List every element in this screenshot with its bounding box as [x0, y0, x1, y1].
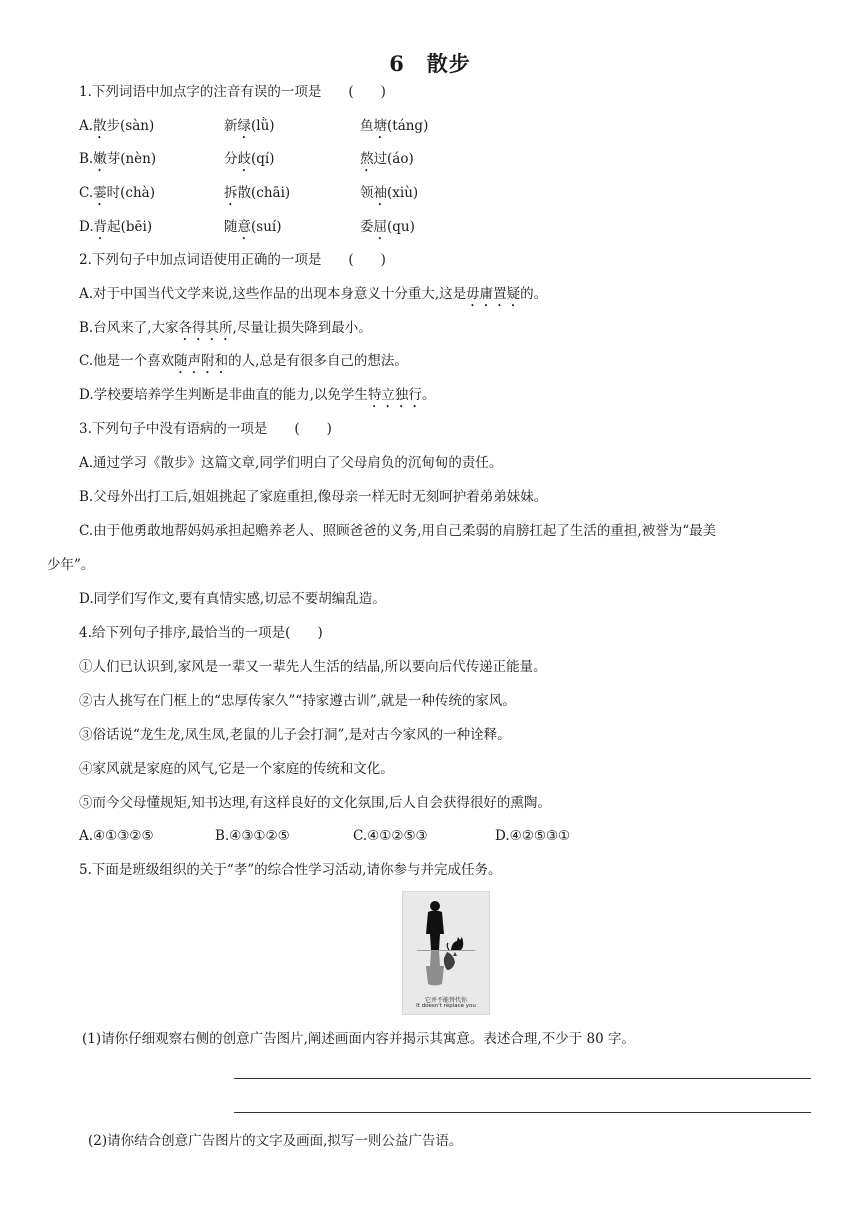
- q1-option-2-3: 熬过(áo): [360, 151, 414, 167]
- page-title: 6 散步: [389, 51, 471, 76]
- q1-option-4-2: 随意(suí): [224, 219, 282, 235]
- silhouette-illustration: [403, 892, 489, 992]
- answer-line-2[interactable]: [234, 1112, 811, 1113]
- ad-image: [402, 891, 490, 1015]
- q4-option-c: C.④①②⑤③: [353, 828, 428, 844]
- q4-sentence-1: ①人们已认识到,家风是一辈又一辈先人生活的结晶,所以要向后代传递正能量。: [79, 659, 547, 675]
- q1-option-4-1: D.背起(bēi): [79, 219, 153, 235]
- q2-stem: 2.下列句子中加点词语使用正确的一项是 ( ): [79, 252, 386, 268]
- q5-sub2: (2)请你结合创意广告图片的文字及画面,拟写一则公益广告语。: [88, 1133, 463, 1149]
- q2-option-c: C.他是一个喜欢随声附和的人,总是有很多自己的想法。: [79, 353, 408, 369]
- q3-option-a: A.通过学习《散步》这篇文章,同学们明白了父母肩负的沉甸甸的责任。: [79, 455, 503, 471]
- q1-stem: 1.下列词语中加点字的注音有误的一项是 ( ): [79, 84, 386, 100]
- ad-caption-cn: 它并不能替代你: [424, 997, 467, 1004]
- q5-sub1: (1)请你仔细观察右侧的创意广告图片,阐述画面内容并揭示其寓意。表述合理,不少于 80 字。: [82, 1031, 635, 1047]
- q2-option-d: D.学校要培养学生判断是非曲直的能力,以免学生特立独行。: [79, 387, 436, 403]
- q3-option-c-cont: 少年”。: [47, 557, 95, 573]
- q3-option-c: C.由于他勇敢地帮妈妈承担起赡养老人、照顾爸爸的义务,用自己柔弱的肩膀扛起了生活的重担,被誉为“最美: [79, 523, 717, 539]
- q2-option-a: A.对于中国当代文学来说,这些作品的出现本身意义十分重大,这是毋庸置疑的。: [79, 286, 548, 302]
- q4-sentence-5: ⑤而今父母懂规矩,知书达理,有这样良好的文化氛围,后人自会获得很好的熏陶。: [79, 795, 551, 811]
- q4-option-a: A.④①③②⑤: [79, 828, 154, 844]
- q5-stem: 5.下面是班级组织的关于“孝”的综合性学习活动,请你参与并完成任务。: [79, 862, 502, 878]
- q4-option-d: D.④②⑤③①: [495, 828, 571, 844]
- q1-option-3-3: 领袖(xiù): [360, 185, 419, 201]
- q4-sentence-3: ③俗话说“龙生龙,凤生凤,老鼠的儿子会打洞”,是对古今家风的一种诠释。: [79, 727, 511, 743]
- q4-sentence-2: ②古人挑写在门框上的“忠厚传家久”“持家遵古训”,就是一种传统的家风。: [79, 693, 516, 709]
- q4-stem: 4.给下列句子排序,最恰当的一项是( ): [79, 625, 323, 641]
- q1-option-3-2: 拆散(chāi): [224, 185, 291, 201]
- ad-caption-en: It doesn't replace you: [416, 1003, 476, 1009]
- q1-option-2-2: 分歧(qí): [224, 151, 275, 167]
- q3-option-d: D.同学们写作文,要有真情实感,切忌不要胡编乱造。: [79, 591, 386, 607]
- q1-option-4-3: 委屈(qu): [360, 219, 415, 235]
- answer-line-1[interactable]: [234, 1078, 811, 1079]
- q3-stem: 3.下列句子中没有语病的一项是 ( ): [79, 421, 332, 437]
- q1-option-1-2: 新绿(lǜ): [224, 118, 275, 134]
- q3-option-b: B.父母外出打工后,姐姐挑起了家庭重担,像母亲一样无时无刻呵护着弟弟妹妹。: [79, 489, 548, 505]
- q4-sentence-4: ④家风就是家庭的风气,它是一个家庭的传统和文化。: [79, 761, 394, 777]
- q2-option-b: B.台风来了,大家各得其所,尽量让损失降到最小。: [79, 320, 372, 336]
- q1-option-3-1: C.霎时(chà): [79, 185, 155, 201]
- q1-option-2-1: B.嫩芽(nèn): [79, 151, 157, 167]
- q4-option-b: B.④③①②⑤: [215, 828, 290, 844]
- q1-option-1-3: 鱼塘(táng): [360, 118, 429, 134]
- q1-option-1-1: A.散步(sàn): [79, 118, 155, 134]
